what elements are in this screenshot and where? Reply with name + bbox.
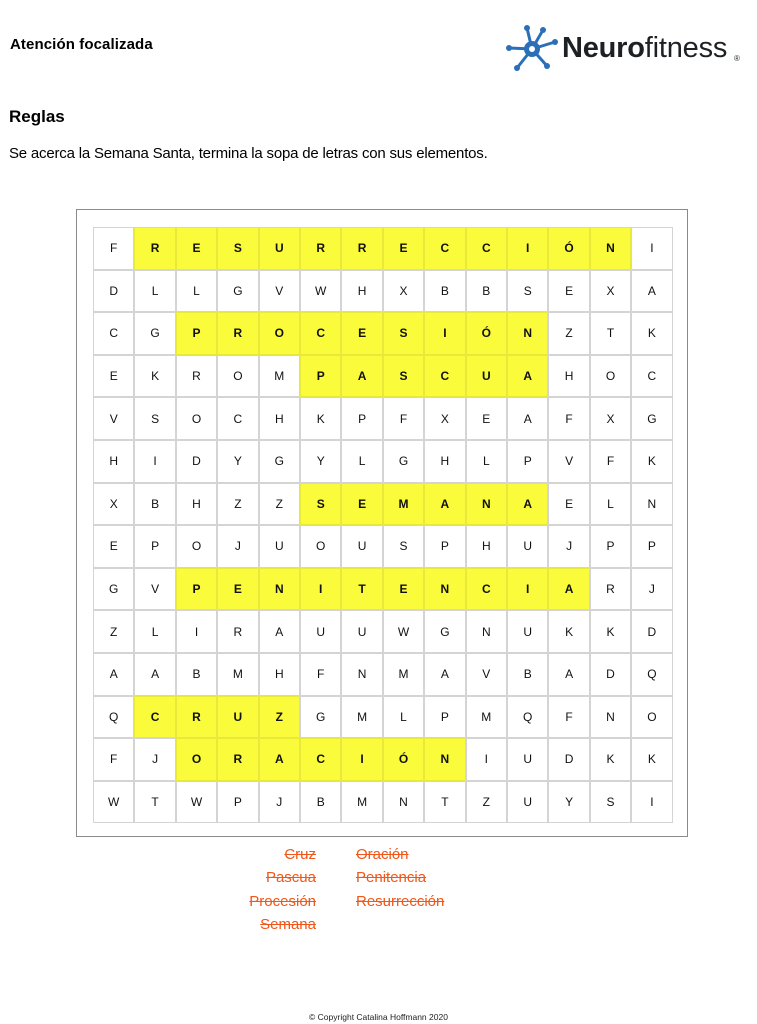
grid-cell[interactable]: G	[424, 610, 465, 653]
grid-cell[interactable]: N	[590, 696, 631, 739]
grid-cell[interactable]: I	[631, 781, 672, 824]
grid-cell[interactable]: V	[548, 440, 589, 483]
grid-cell[interactable]: D	[93, 270, 134, 313]
grid-cell[interactable]: C	[93, 312, 134, 355]
grid-cell[interactable]: Q	[93, 696, 134, 739]
word-list-item: Pascua	[265, 869, 316, 887]
grid-cell-highlighted[interactable]: A	[424, 483, 465, 526]
grid-cell[interactable]: N	[631, 483, 672, 526]
grid-cell-highlighted[interactable]: N	[466, 483, 507, 526]
grid-cell[interactable]: E	[93, 355, 134, 398]
grid-cell-highlighted[interactable]: N	[259, 568, 300, 611]
grid-cell-highlighted[interactable]: R	[217, 312, 258, 355]
grid-cell[interactable]: R	[176, 355, 217, 398]
rules-text: Se acerca la Semana Santa, termina la sopa de letras con sus elementos.	[9, 145, 488, 162]
grid-cell[interactable]: O	[590, 355, 631, 398]
grid-cell[interactable]: I	[631, 227, 672, 270]
grid-cell[interactable]: V	[134, 568, 175, 611]
grid-cell[interactable]: H	[548, 355, 589, 398]
logo-word-fitness: fitness	[644, 32, 728, 64]
grid-cell[interactable]: T	[590, 312, 631, 355]
grid-cell[interactable]: V	[93, 397, 134, 440]
logo-wordmark	[562, 32, 727, 65]
grid-cell-highlighted[interactable]: O	[176, 738, 217, 781]
grid-cell[interactable]: P	[341, 397, 382, 440]
grid-cell[interactable]: H	[466, 525, 507, 568]
grid-cell-highlighted[interactable]: P	[300, 355, 341, 398]
grid-cell-highlighted[interactable]: E	[383, 568, 424, 611]
grid-cell-highlighted[interactable]: I	[507, 227, 548, 270]
grid-cell[interactable]: K	[134, 355, 175, 398]
word-list-right	[356, 843, 516, 913]
grid-cell[interactable]: G	[631, 397, 672, 440]
grid-cell[interactable]: Z	[259, 483, 300, 526]
word-list-item: Resurrección	[356, 892, 445, 910]
grid-cell-highlighted[interactable]: N	[424, 738, 465, 781]
grid-cell[interactable]: J	[548, 525, 589, 568]
grid-cell-highlighted[interactable]: O	[259, 312, 300, 355]
grid-cell-highlighted[interactable]: C	[466, 227, 507, 270]
grid-cell[interactable]: Z	[93, 610, 134, 653]
grid-cell[interactable]: W	[383, 610, 424, 653]
grid-cell[interactable]: W	[176, 781, 217, 824]
grid-cell[interactable]: U	[341, 610, 382, 653]
grid-cell[interactable]: N	[466, 610, 507, 653]
grid-cell-highlighted[interactable]: R	[341, 227, 382, 270]
grid-cell[interactable]: F	[548, 696, 589, 739]
grid-cell[interactable]: O	[217, 355, 258, 398]
grid-cell[interactable]: Z	[548, 312, 589, 355]
grid-cell[interactable]: O	[176, 525, 217, 568]
grid-cell[interactable]: S	[507, 270, 548, 313]
grid-cell-highlighted[interactable]: E	[383, 227, 424, 270]
grid-cell[interactable]: W	[93, 781, 134, 824]
grid-cell-highlighted[interactable]: Ó	[466, 312, 507, 355]
word-list-item: Oración	[356, 846, 409, 863]
grid-cell[interactable]: D	[548, 738, 589, 781]
grid-cell[interactable]: A	[424, 653, 465, 696]
grid-cell-highlighted[interactable]: I	[341, 738, 382, 781]
grid-cell-highlighted[interactable]: R	[217, 738, 258, 781]
grid-cell-highlighted[interactable]: P	[176, 312, 217, 355]
copyright-footer: © Copyright Catalina Hoffmann 2020	[309, 1012, 448, 1022]
grid-cell-highlighted[interactable]: A	[507, 483, 548, 526]
word-list-item: Semana	[260, 915, 316, 933]
rules-heading: Reglas	[9, 107, 65, 126]
grid-cell[interactable]: A	[134, 653, 175, 696]
grid-cell[interactable]: F	[93, 227, 134, 270]
word-list-item: Cruz	[284, 846, 316, 863]
grid-cell-highlighted[interactable]: R	[176, 696, 217, 739]
grid-cell[interactable]: P	[507, 440, 548, 483]
grid-cell-highlighted[interactable]: Ó	[548, 227, 589, 270]
grid-cell[interactable]: N	[383, 781, 424, 824]
grid-cell[interactable]: Y	[548, 781, 589, 824]
grid-cell[interactable]: G	[93, 568, 134, 611]
grid-cell[interactable]: U	[507, 610, 548, 653]
grid-cell[interactable]: X	[590, 270, 631, 313]
grid-cell[interactable]: D	[631, 610, 672, 653]
grid-cell[interactable]: Y	[300, 440, 341, 483]
grid-cell[interactable]: L	[134, 610, 175, 653]
grid-cell-highlighted[interactable]: I	[300, 568, 341, 611]
grid-cell[interactable]: G	[300, 696, 341, 739]
grid-cell[interactable]: E	[93, 525, 134, 568]
grid-cell[interactable]: W	[300, 270, 341, 313]
grid-cell-highlighted[interactable]: E	[341, 312, 382, 355]
grid-cell[interactable]: U	[507, 781, 548, 824]
grid-cell-highlighted[interactable]: E	[217, 568, 258, 611]
grid-cell[interactable]: Y	[217, 440, 258, 483]
grid-cell[interactable]: L	[176, 270, 217, 313]
grid-cell-highlighted[interactable]: M	[383, 483, 424, 526]
grid-cell[interactable]: L	[383, 696, 424, 739]
grid-cell-highlighted[interactable]: A	[548, 568, 589, 611]
grid-cell[interactable]: A	[548, 653, 589, 696]
grid-cell[interactable]: R	[590, 568, 631, 611]
grid-cell-highlighted[interactable]: P	[176, 568, 217, 611]
grid-cell-highlighted[interactable]: R	[134, 227, 175, 270]
grid-cell[interactable]: G	[134, 312, 175, 355]
grid-cell-highlighted[interactable]: C	[466, 568, 507, 611]
grid-cell[interactable]: F	[93, 738, 134, 781]
grid-cell[interactable]: U	[259, 525, 300, 568]
grid-cell-highlighted[interactable]: U	[259, 227, 300, 270]
grid-cell[interactable]: K	[590, 738, 631, 781]
grid-cell[interactable]: P	[134, 525, 175, 568]
grid-cell[interactable]: H	[424, 440, 465, 483]
grid-cell[interactable]: U	[507, 738, 548, 781]
grid-cell[interactable]: B	[424, 270, 465, 313]
grid-cell-highlighted[interactable]: U	[466, 355, 507, 398]
grid-cell-highlighted[interactable]: E	[176, 227, 217, 270]
grid-cell[interactable]: H	[259, 653, 300, 696]
grid-cell[interactable]: K	[631, 440, 672, 483]
grid-cell[interactable]: M	[259, 355, 300, 398]
grid-cell[interactable]: H	[93, 440, 134, 483]
grid-cell[interactable]: I	[176, 610, 217, 653]
grid-cell[interactable]: B	[466, 270, 507, 313]
grid-cell[interactable]: H	[176, 483, 217, 526]
grid-cell[interactable]: S	[383, 525, 424, 568]
grid-cell[interactable]: R	[217, 610, 258, 653]
grid-cell[interactable]: X	[93, 483, 134, 526]
grid-cell[interactable]: A	[507, 397, 548, 440]
grid-cell[interactable]: Z	[217, 483, 258, 526]
grid-cell[interactable]: M	[466, 696, 507, 739]
grid-cell[interactable]: L	[341, 440, 382, 483]
grid-cell-highlighted[interactable]: C	[300, 312, 341, 355]
grid-cell[interactable]: X	[590, 397, 631, 440]
neurofitness-logo	[505, 20, 745, 80]
grid-cell[interactable]: X	[383, 270, 424, 313]
logo-word-neuro: Neuro	[562, 32, 645, 64]
grid-cell[interactable]: S	[590, 781, 631, 824]
word-search-grid	[93, 227, 673, 823]
grid-cell[interactable]: U	[300, 610, 341, 653]
grid-cell-highlighted[interactable]: Ó	[383, 738, 424, 781]
grid-cell-highlighted[interactable]: A	[507, 355, 548, 398]
grid-cell[interactable]: K	[590, 610, 631, 653]
grid-cell-highlighted[interactable]: S	[300, 483, 341, 526]
grid-cell-highlighted[interactable]: N	[507, 312, 548, 355]
grid-cell[interactable]: B	[300, 781, 341, 824]
grid-cell[interactable]: F	[590, 440, 631, 483]
grid-cell[interactable]: K	[548, 610, 589, 653]
grid-cell[interactable]: E	[466, 397, 507, 440]
grid-cell[interactable]: J	[217, 525, 258, 568]
grid-cell[interactable]: T	[424, 781, 465, 824]
grid-cell[interactable]: L	[590, 483, 631, 526]
grid-cell[interactable]: I	[466, 738, 507, 781]
word-list-item: Procesión	[249, 892, 316, 910]
grid-cell-highlighted[interactable]: S	[383, 312, 424, 355]
grid-cell-highlighted[interactable]: C	[300, 738, 341, 781]
grid-cell-highlighted[interactable]: Z	[259, 696, 300, 739]
grid-cell-highlighted[interactable]: C	[134, 696, 175, 739]
grid-cell[interactable]: O	[176, 397, 217, 440]
word-list-left	[180, 843, 316, 936]
grid-cell[interactable]: M	[341, 781, 382, 824]
grid-cell[interactable]: H	[341, 270, 382, 313]
grid-cell[interactable]: F	[548, 397, 589, 440]
grid-cell[interactable]: O	[300, 525, 341, 568]
grid-cell[interactable]: N	[341, 653, 382, 696]
grid-cell-highlighted[interactable]: A	[259, 738, 300, 781]
grid-cell-highlighted[interactable]: I	[424, 312, 465, 355]
grid-cell-highlighted[interactable]: R	[300, 227, 341, 270]
page-title: Atención focalizada	[10, 36, 153, 53]
grid-cell[interactable]: L	[134, 270, 175, 313]
grid-cell[interactable]: G	[217, 270, 258, 313]
word-list-item: Penitencia	[356, 869, 427, 887]
grid-cell[interactable]: K	[300, 397, 341, 440]
grid-cell[interactable]: K	[631, 312, 672, 355]
grid-cell[interactable]: X	[424, 397, 465, 440]
grid-cell[interactable]: P	[590, 525, 631, 568]
grid-cell[interactable]: D	[590, 653, 631, 696]
grid-cell-highlighted[interactable]: N	[424, 568, 465, 611]
grid-cell[interactable]: G	[259, 440, 300, 483]
grid-cell[interactable]: C	[217, 397, 258, 440]
grid-cell[interactable]: L	[466, 440, 507, 483]
grid-cell-highlighted[interactable]: U	[217, 696, 258, 739]
grid-cell[interactable]: V	[259, 270, 300, 313]
grid-cell[interactable]: J	[259, 781, 300, 824]
grid-cell[interactable]: D	[176, 440, 217, 483]
grid-cell[interactable]: Q	[507, 696, 548, 739]
grid-cell-highlighted[interactable]: C	[424, 355, 465, 398]
grid-cell[interactable]: T	[134, 781, 175, 824]
grid-cell-highlighted[interactable]: I	[507, 568, 548, 611]
grid-cell-highlighted[interactable]: E	[341, 483, 382, 526]
grid-cell[interactable]: E	[548, 483, 589, 526]
grid-cell[interactable]: A	[93, 653, 134, 696]
grid-cell[interactable]: Z	[466, 781, 507, 824]
grid-cell[interactable]: B	[176, 653, 217, 696]
registered-mark: ®	[734, 54, 740, 63]
grid-cell-highlighted[interactable]: S	[217, 227, 258, 270]
grid-cell-highlighted[interactable]: A	[341, 355, 382, 398]
grid-cell[interactable]: Q	[631, 653, 672, 696]
neuron-icon	[505, 24, 559, 74]
grid-cell[interactable]: A	[631, 270, 672, 313]
grid-cell[interactable]: J	[631, 568, 672, 611]
grid-cell[interactable]: M	[341, 696, 382, 739]
grid-cell-highlighted[interactable]: N	[590, 227, 631, 270]
grid-cell-highlighted[interactable]: S	[383, 355, 424, 398]
grid-cell[interactable]: H	[259, 397, 300, 440]
grid-cell[interactable]: S	[134, 397, 175, 440]
grid-cell[interactable]: U	[341, 525, 382, 568]
grid-cell[interactable]: B	[507, 653, 548, 696]
grid-cell[interactable]: U	[507, 525, 548, 568]
grid-cell[interactable]: E	[548, 270, 589, 313]
grid-cell[interactable]: P	[631, 525, 672, 568]
grid-cell[interactable]: O	[631, 696, 672, 739]
grid-cell[interactable]: I	[134, 440, 175, 483]
grid-cell[interactable]: C	[631, 355, 672, 398]
grid-cell[interactable]: P	[424, 696, 465, 739]
grid-cell[interactable]: B	[134, 483, 175, 526]
grid-cell-highlighted[interactable]: C	[424, 227, 465, 270]
grid-cell[interactable]: A	[259, 610, 300, 653]
grid-cell[interactable]: M	[217, 653, 258, 696]
grid-cell[interactable]: M	[383, 653, 424, 696]
grid-cell[interactable]: P	[424, 525, 465, 568]
grid-cell[interactable]: P	[217, 781, 258, 824]
grid-cell[interactable]: V	[466, 653, 507, 696]
grid-cell-highlighted[interactable]: T	[341, 568, 382, 611]
grid-cell[interactable]: J	[134, 738, 175, 781]
grid-cell[interactable]: G	[383, 440, 424, 483]
grid-cell[interactable]: F	[300, 653, 341, 696]
grid-cell[interactable]: K	[631, 738, 672, 781]
grid-cell[interactable]: F	[383, 397, 424, 440]
